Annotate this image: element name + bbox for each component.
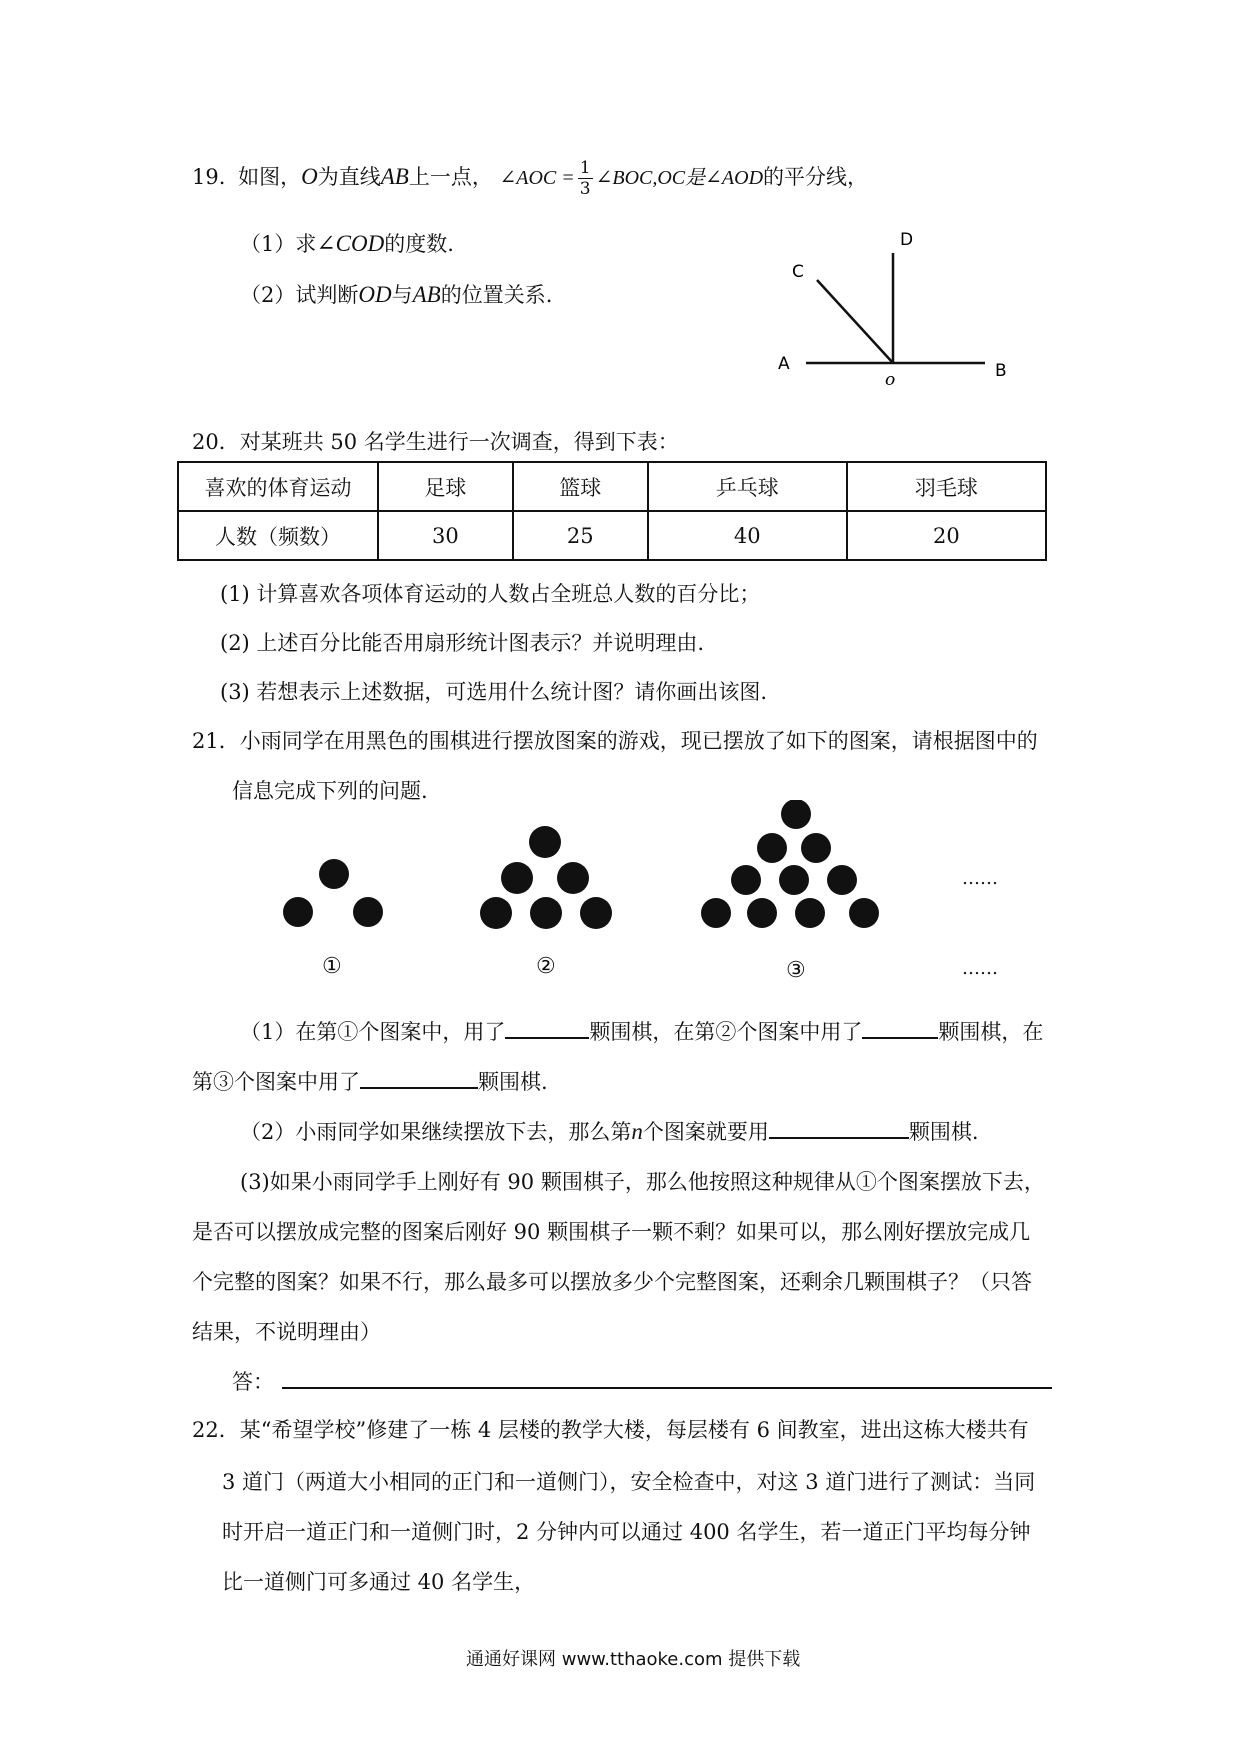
q21-part3-line1: (3)如果小雨同学手上刚好有 90 颗围棋子，那么他按照这种规律从①个图案摆放下去， bbox=[240, 1170, 1045, 1194]
q21-part1-line2: 第③个图案中用了 颗围棋. bbox=[192, 1066, 548, 1096]
answer-blank-3[interactable] bbox=[360, 1067, 478, 1089]
table-cell: 25 bbox=[513, 511, 648, 560]
answer-blank-4[interactable] bbox=[769, 1117, 909, 1139]
answer-blank-5[interactable] bbox=[282, 1367, 1052, 1389]
pattern-label-3: ③ bbox=[786, 958, 806, 983]
q21-answer-line: 答： bbox=[232, 1366, 1052, 1396]
label-b: B bbox=[995, 361, 1007, 381]
answer-blank-1[interactable] bbox=[505, 1017, 589, 1039]
stone bbox=[801, 833, 831, 863]
q21-part2: （2）小雨同学如果继续摆放下去，那么第n个图案就要用 颗围棋. bbox=[240, 1119, 979, 1144]
stone bbox=[529, 826, 561, 858]
stone bbox=[557, 862, 589, 894]
table-cell: 40 bbox=[648, 511, 847, 560]
fraction-one-third: $\frac{1}{3}$ bbox=[579, 158, 591, 199]
label-a: A bbox=[778, 354, 790, 374]
q21-part3-line3: 个完整的图案？如果不行，那么最多可以摆放多少个完整图案，还剩余几颗围棋子？（只答 bbox=[192, 1270, 1032, 1294]
stone bbox=[779, 865, 809, 895]
go-stone-patterns bbox=[270, 800, 1030, 990]
stone bbox=[731, 865, 761, 895]
table-header-cell: 篮球 bbox=[513, 462, 648, 511]
table-row bbox=[178, 511, 1046, 560]
answer-blank-2[interactable] bbox=[862, 1017, 938, 1039]
stone bbox=[530, 897, 562, 929]
stone bbox=[757, 833, 787, 863]
continuation-dots: …… bbox=[962, 868, 998, 889]
q21-line1: 21．小雨同学在用黑色的围棋进行摆放图案的游戏，现已摆放了如下的图案，请根据图中的 bbox=[192, 729, 1038, 753]
q20-part3: (3) 若想表示上述数据，可选用什么统计图？请你画出该图. bbox=[220, 680, 768, 704]
stone bbox=[319, 859, 349, 889]
q19-part2: （2）试判断OD与AB的位置关系. bbox=[240, 282, 553, 307]
angle-figure bbox=[770, 225, 1020, 395]
stone bbox=[795, 898, 825, 928]
q19-statement: 19. 如图，O为直线AB上一点， ∠AOC = $\frac{1}{3}$ ∠BOC,OC是∠AOD的平分线， bbox=[192, 158, 869, 199]
table-cell: 人数（频数） bbox=[178, 511, 378, 560]
label-o: o bbox=[885, 370, 896, 390]
pattern-label-2: ② bbox=[536, 954, 556, 979]
stone bbox=[827, 865, 857, 895]
stone bbox=[849, 898, 879, 928]
q22-line1: 22．某“希望学校”修建了一栋 4 层楼的教学大楼，每层楼有 6 间教室，进出这栋大楼共有 bbox=[192, 1418, 1029, 1442]
table-cell: 30 bbox=[378, 511, 513, 560]
label-c: C bbox=[792, 262, 804, 282]
table-cell: 20 bbox=[847, 511, 1046, 560]
q20-part2: (2) 上述百分比能否用扇形统计图表示？并说明理由. bbox=[220, 631, 705, 655]
q21-part3-line4: 结果，不说明理由） bbox=[192, 1320, 381, 1344]
q21-part1-line1: （1）在第①个图案中，用了 颗围棋，在第②个图案中用了 颗围棋，在 bbox=[240, 1016, 1043, 1046]
pattern-2 bbox=[480, 826, 612, 929]
survey-table bbox=[177, 461, 1047, 561]
pattern-3 bbox=[701, 800, 879, 928]
pattern-1 bbox=[283, 859, 383, 927]
stone bbox=[701, 898, 731, 928]
stone bbox=[501, 862, 533, 894]
q20-part1: (1) 计算喜欢各项体育运动的人数占全班总人数的百分比； bbox=[220, 582, 761, 606]
table-header-cell: 羽毛球 bbox=[847, 462, 1046, 511]
stone bbox=[747, 898, 777, 928]
stone bbox=[781, 800, 811, 829]
q22-line3: 时开启一道正门和一道侧门时，2 分钟内可以通过 400 名学生，若一道正门平均每分钟 bbox=[222, 1520, 1031, 1544]
angle-aoc: ∠AOC = bbox=[499, 167, 575, 189]
stone bbox=[580, 897, 612, 929]
q22-line2: 3 道门（两道大小相同的正门和一道侧门），安全检查中，对这 3 道门进行了测试：当同 bbox=[222, 1470, 1036, 1494]
q21-line2: 信息完成下列的问题. bbox=[232, 779, 428, 803]
q21-part3-line2: 是否可以摆放成完整的图案后刚好 90 颗围棋子一颗不剩？如果可以，那么刚好摆放完成几 bbox=[192, 1220, 1031, 1244]
continuation-dots-2: …… bbox=[962, 958, 998, 979]
table-header-cell: 足球 bbox=[378, 462, 513, 511]
q20-intro: 20．对某班共 50 名学生进行一次调查，得到下表： bbox=[192, 430, 679, 454]
q22-line4: 比一道侧门可多通过 40 名学生， bbox=[222, 1570, 536, 1594]
q19-part1: （1）求∠COD的度数. bbox=[240, 231, 454, 256]
stone bbox=[283, 897, 313, 927]
table-row bbox=[178, 462, 1046, 511]
table-header-cell: 乒乓球 bbox=[648, 462, 847, 511]
stone bbox=[480, 897, 512, 929]
stone bbox=[353, 897, 383, 927]
table-header-cell: 喜欢的体育运动 bbox=[178, 462, 378, 511]
page-footer: 通通好课网 www.tthaoke.com 提供下载 bbox=[466, 1649, 801, 1670]
pattern-label-1: ① bbox=[322, 954, 342, 979]
ray-oc bbox=[817, 280, 893, 363]
label-d: D bbox=[900, 230, 914, 250]
